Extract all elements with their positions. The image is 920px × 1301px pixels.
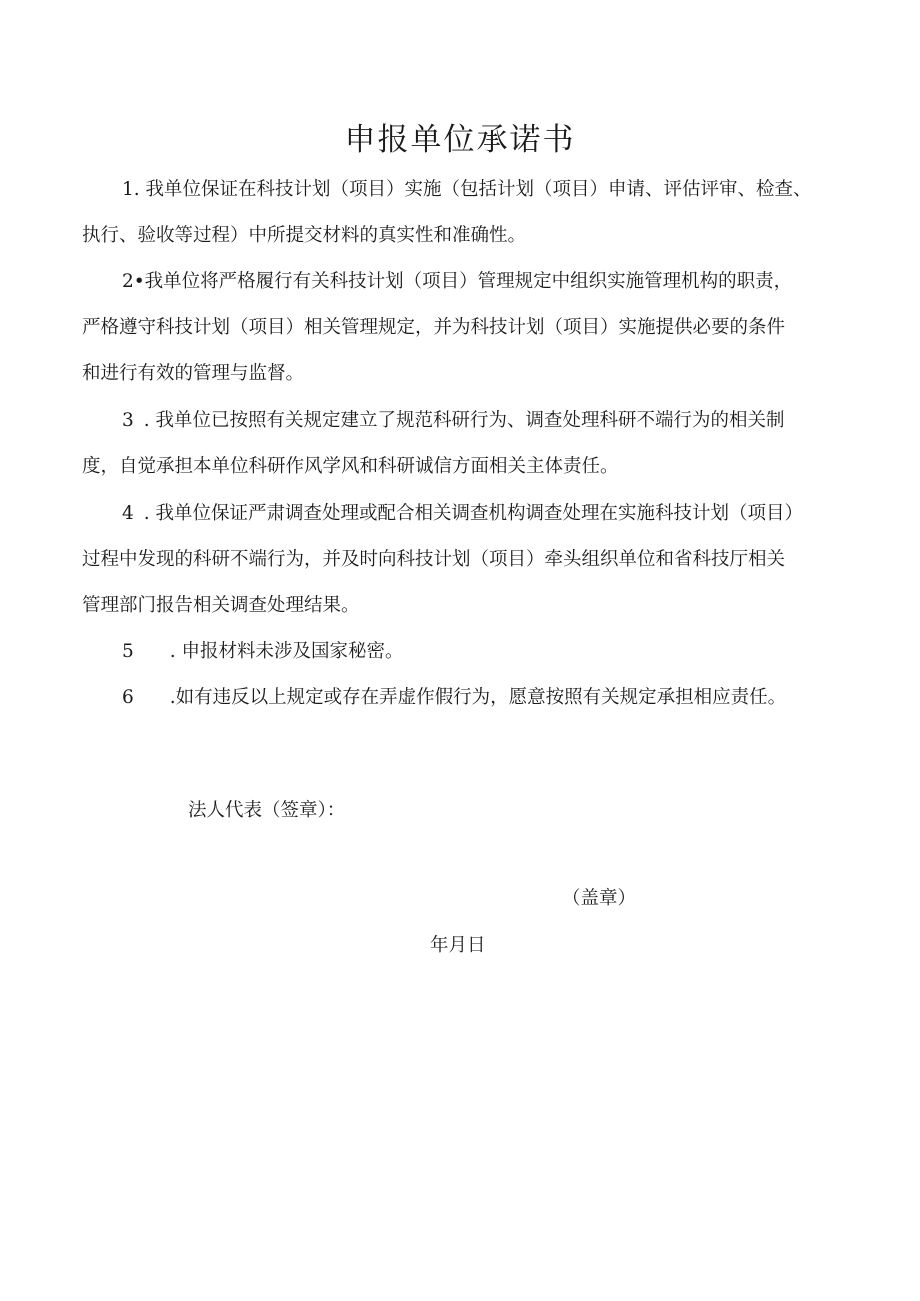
item-number: 3 [122, 410, 134, 431]
commitment-item-2 [82, 259, 872, 397]
item-text: . 申报材料未涉及国家秘密。 [169, 641, 404, 662]
paragraph-line [82, 675, 872, 721]
document-title: 申报单位承诺书 [344, 122, 576, 158]
commitment-item-3 [82, 398, 872, 490]
item-number: 5 [122, 641, 134, 662]
paragraph-line [82, 629, 872, 675]
item-number: 4 [122, 503, 134, 524]
legal-representative-signature-label: 法人代表（签章）： [188, 800, 346, 821]
paragraph-line: 执行、验收等过程）中所提交材料的真实性和准确性。 [82, 225, 527, 246]
commitment-item-1 [82, 167, 872, 259]
item-text: .如有违反以上规定或存在弄虚作假行为，愿意按照有关规定承担相应责任。 [169, 687, 787, 708]
paragraph-line [82, 491, 872, 537]
paragraph-line: 2•我单位将严格履行有关科技计划（项目）管理规定中组织实施管理机构的职责， [122, 271, 793, 292]
paragraph-line: 严格遵守科技计划（项目）相关管理规定，并为科技计划（项目）实施提供必要的条件 [82, 317, 786, 338]
paragraph-line: 和进行有效的管理与监督。 [82, 363, 305, 384]
seal-label: （盖章） [562, 888, 637, 909]
commitment-item-5 [82, 629, 872, 675]
commitment-item-6 [82, 675, 872, 721]
paragraph-line [82, 398, 872, 444]
paragraph-line: 管理部门报告相关调查处理结果。 [82, 595, 360, 616]
date-label: 年月日 [430, 935, 486, 956]
item-number: 6 [122, 687, 134, 708]
paragraph-line: 过程中发现的科研不端行为，并及时向科技计划（项目）牵头组织单位和省科技厅相关 [82, 549, 786, 570]
commitment-item-4 [82, 491, 872, 629]
paragraph-line: 度，自觉承担本单位科研作风学风和科研诚信方面相关主体责任。 [82, 456, 619, 477]
item-text: . 我单位保证严肃调查处理或配合相关调查机构调查处理在实施科技计划（项目） [143, 503, 804, 524]
paragraph-line: 1. 我单位保证在科技计划（项目）实施（包括计划（项目）申请、评估评审、检查、 [122, 179, 812, 200]
item-text: . 我单位已按照有关规定建立了规范科研行为、调查处理科研不端行为的相关制 [143, 410, 785, 431]
